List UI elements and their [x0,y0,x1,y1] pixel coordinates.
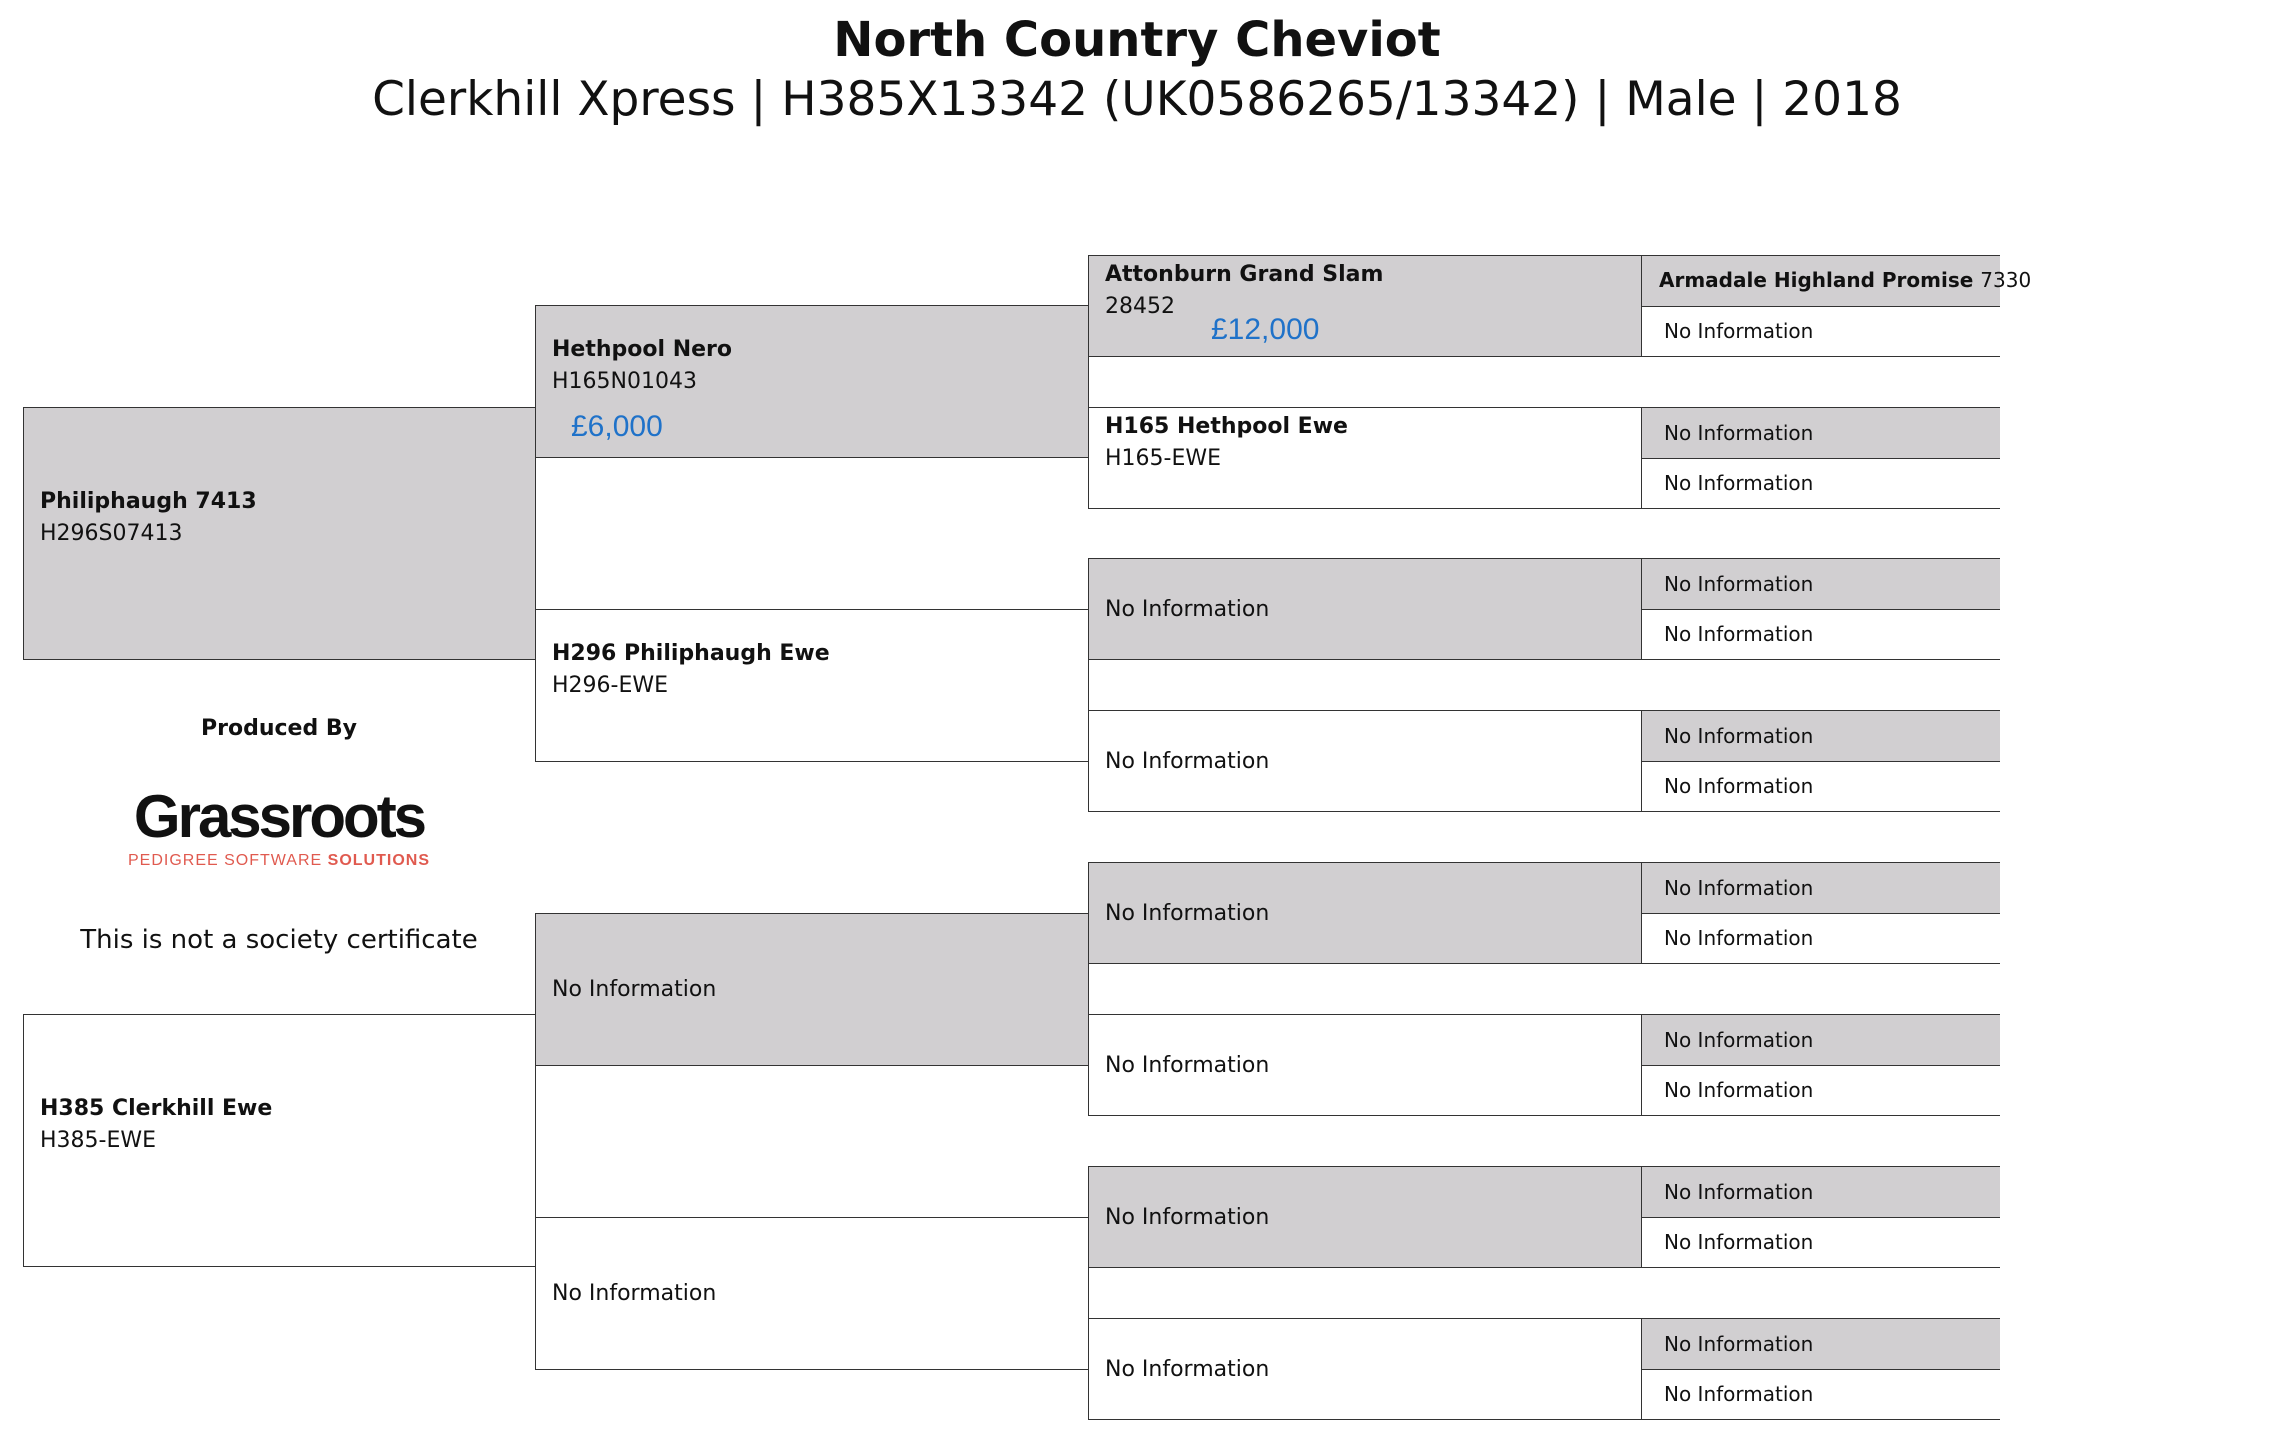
gen4-id-1: 7330 [1980,268,2032,292]
gen4-info-16: No Information [1664,1382,1814,1406]
gen3-name-1: Attonburn Grand Slam [1105,262,1384,287]
gen4-info-2: No Information [1664,319,1814,343]
gen4-box-11 [1641,1014,2000,1066]
gen3-box-2 [1088,407,1642,509]
gen4-box-7 [1641,710,2000,762]
gen4-box-9 [1641,862,2000,914]
dam-sire-box [535,913,1089,1066]
sire-sire-price: £6,000 [571,410,663,443]
gen4-box-10 [1641,913,2000,964]
sire-name: Philiphaugh 7413 [40,489,257,514]
gen4-box-4 [1641,458,2000,509]
gen3-id-2: H165-EWE [1105,446,1222,471]
gen4-box-8 [1641,761,2000,812]
sire-id: H296S07413 [40,521,183,546]
gen4-info-7: No Information [1664,724,1814,748]
gen3-box-3 [1088,558,1642,660]
gen3-info-6: No Information [1105,1053,1270,1078]
gen3-info-5: No Information [1105,901,1270,926]
dam-box [23,1014,536,1267]
sire-dam-box [535,609,1089,762]
gen4-box-1 [1641,255,2032,307]
gen4-box-12 [1641,1065,2000,1116]
gen4-info-5: No Information [1664,572,1814,596]
gen3-info-7: No Information [1105,1205,1270,1230]
logo-tagline-bold: SOLUTIONS [327,852,430,869]
gen4-box-14 [1641,1217,2000,1268]
gen4-box-13 [1641,1166,2000,1218]
dam-id: H385-EWE [40,1128,157,1153]
gen3-info-3: No Information [1105,597,1270,622]
sire-sire-id: H165N01043 [552,369,697,394]
gen4-box-3 [1641,407,2000,459]
logo-tagline-plain: PEDIGREE SOFTWARE [128,852,323,869]
dam-dam-info: No Information [552,1281,717,1306]
logo-wordmark: Grassroots [133,783,425,850]
logo-tagline [23,852,535,870]
gen4-box-15 [1641,1318,2000,1370]
gen3-box-6 [1088,1014,1642,1116]
gen4-info-10: No Information [1664,926,1814,950]
produced-by-label: Produced By [201,716,357,741]
gen4-info-9: No Information [1664,876,1814,900]
gen4-box-2 [1641,306,2000,357]
dam-name: H385 Clerkhill Ewe [40,1096,273,1121]
gen4-name-text-1: Armadale Highland Promise [1659,268,1974,292]
gen4-info-6: No Information [1664,622,1814,646]
gen3-price-1: £12,000 [1211,313,1320,346]
gen3-name-2: H165 Hethpool Ewe [1105,414,1348,439]
gen4-info-13: No Information [1664,1180,1814,1204]
gen3-info-4: No Information [1105,749,1270,774]
animal-summary: Clerkhill Xpress | H385X13342 (UK0586265/13342) | Male | 2018 [372,72,1902,127]
dam-dam-box [535,1217,1089,1370]
gen4-info-15: No Information [1664,1332,1814,1356]
gen4-name-1 [1659,266,2031,294]
sire-dam-id: H296-EWE [552,673,669,698]
gen3-box-8 [1088,1318,1642,1420]
gen3-box-1 [1088,255,1642,357]
gen3-box-5 [1088,862,1642,964]
gen3-box-4 [1088,710,1642,812]
grassroots-logo [23,784,535,870]
gen4-box-5 [1641,558,2000,610]
gen4-info-12: No Information [1664,1078,1814,1102]
gen3-box-7 [1088,1166,1642,1268]
gen4-info-14: No Information [1664,1230,1814,1254]
gen3-id-1: 28452 [1105,294,1175,319]
sire-sire-name: Hethpool Nero [552,337,732,362]
sire-sire-box [535,305,1089,458]
sire-box [23,407,536,660]
gen4-info-11: No Information [1664,1028,1814,1052]
gen4-info-8: No Information [1664,774,1814,798]
gen3-info-8: No Information [1105,1357,1270,1382]
dam-sire-info: No Information [552,977,717,1002]
gen4-info-4: No Information [1664,471,1814,495]
certificate-disclaimer: This is not a society certificate [80,925,478,955]
gen4-info-3: No Information [1664,421,1814,445]
gen4-box-6 [1641,609,2000,660]
sire-dam-name: H296 Philiphaugh Ewe [552,641,830,666]
gen4-box-16 [1641,1369,2000,1420]
page-title: North Country Cheviot [833,12,1441,68]
